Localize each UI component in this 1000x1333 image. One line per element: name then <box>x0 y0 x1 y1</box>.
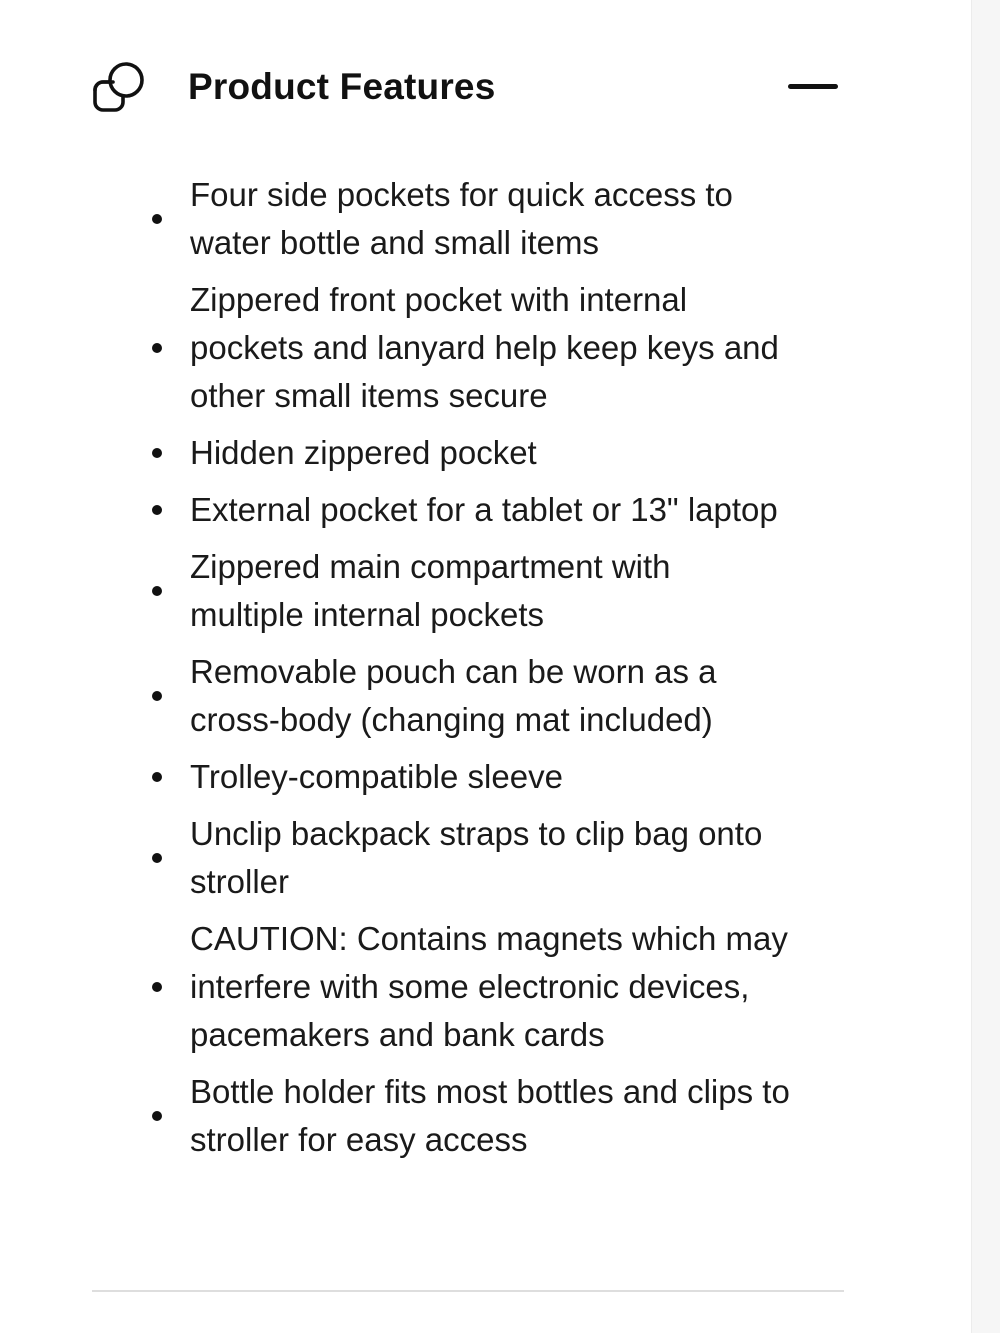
feature-text: Hidden zippered pocket <box>190 434 537 471</box>
feature-item <box>92 276 792 420</box>
feature-list <box>92 171 792 1173</box>
section-title: Product Features <box>188 66 496 107</box>
minus-icon <box>788 84 838 89</box>
feature-item <box>92 810 792 906</box>
feature-item <box>92 915 792 1059</box>
feature-text: Zippered main compartment with multiple internal pockets <box>190 548 671 633</box>
bullet-icon <box>152 505 162 515</box>
feature-item <box>92 171 792 267</box>
bullet-icon <box>152 214 162 224</box>
feature-item <box>92 486 792 534</box>
bullet-icon <box>152 586 162 596</box>
feature-item <box>92 543 792 639</box>
feature-text: Bottle holder fits most bottles and clips to stroller for easy access <box>190 1073 790 1158</box>
bullet-icon <box>152 691 162 701</box>
feature-text: CAUTION: Contains magnets which may interfere with some electronic devices, pacemakers and bank cards <box>190 920 788 1053</box>
linked-shapes-icon <box>92 58 148 114</box>
feature-text: Four side pockets for quick access to water bottle and small items <box>190 176 733 261</box>
feature-item <box>92 429 792 477</box>
feature-text: Trolley-compatible sleeve <box>190 758 563 795</box>
feature-item <box>92 1068 792 1164</box>
bullet-icon <box>152 772 162 782</box>
section-divider <box>92 1290 844 1292</box>
bullet-icon <box>152 1111 162 1121</box>
bullet-icon <box>152 853 162 863</box>
feature-text: Removable pouch can be worn as a cross-body (changing mat included) <box>190 653 717 738</box>
feature-text: Unclip backpack straps to clip bag onto stroller <box>190 815 763 900</box>
page-edge <box>971 0 1000 1333</box>
collapse-toggle-button[interactable] <box>788 76 840 100</box>
bullet-icon <box>152 448 162 458</box>
feature-text: External pocket for a tablet or 13" laptop <box>190 491 778 528</box>
feature-text: Zippered front pocket with internal pockets and lanyard help keep keys and other small items secure <box>190 281 779 414</box>
bullet-icon <box>152 982 162 992</box>
feature-item <box>92 753 792 801</box>
feature-item <box>92 648 792 744</box>
accordion-header[interactable] <box>92 54 844 120</box>
bullet-icon <box>152 343 162 353</box>
